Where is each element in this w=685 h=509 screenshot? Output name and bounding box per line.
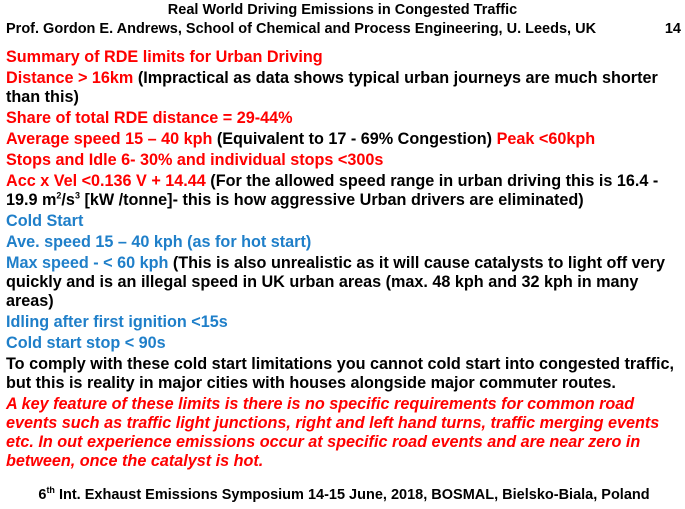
acc-line xyxy=(6,172,682,210)
slide-number: 14 xyxy=(664,21,681,37)
author-line: Prof. Gordon E. Andrews, School of Chemical and Process Engineering, U. Leeds, UK xyxy=(6,21,597,37)
acc-sup-2: 3 xyxy=(74,190,80,201)
distance-label: Distance > 16km xyxy=(6,69,134,87)
acc-note-3: [kW /tonne]- this is how aggressive Urban drivers are eliminated) xyxy=(79,191,584,209)
idling-line: Idling after first ignition <15s xyxy=(6,313,228,331)
cold-start-heading: Cold Start xyxy=(6,212,84,230)
acc-sup-1: 2 xyxy=(56,190,62,201)
max-speed-line xyxy=(6,254,682,311)
avg-speed-note: (Equivalent to 17 - 69% Congestion) xyxy=(212,130,497,148)
summary-heading: Summary of RDE limits for Urban Driving xyxy=(6,48,323,66)
avg-speed-label: Average speed 15 – 40 kph xyxy=(6,130,213,148)
slide-body xyxy=(6,48,682,473)
footer-ordinal-sup: th xyxy=(46,485,55,496)
acc-label: Acc x Vel <0.136 V + 14.44 xyxy=(6,172,206,190)
ave-speed-cold-line: Ave. speed 15 – 40 kph (as for hot start) xyxy=(6,233,312,251)
acc-note-2: /s xyxy=(61,191,75,209)
max-speed-note: (This is also unrealistic as it will cause catalysts to light off very quickly and is an illegal speed in UK urban areas (max. 48 kph and 32 kph in many areas) xyxy=(6,254,665,310)
slide-subtitle xyxy=(6,21,681,37)
stops-line: Stops and Idle 6- 30% and individual stops <300s xyxy=(6,151,384,169)
max-speed-label: Max speed - < 60 kph xyxy=(6,254,169,272)
share-line: Share of total RDE distance = 29-44% xyxy=(6,109,293,127)
cold-stop-line: Cold start stop < 90s xyxy=(6,334,166,352)
comply-paragraph: To comply with these cold start limitations you cannot cold start into congested traffic, but this is reality in major cities with houses alongside major commuter routes. xyxy=(6,355,674,392)
peak-speed: Peak <60kph xyxy=(496,130,596,148)
acc-note-1: (For the allowed speed range in urban driving this is 16.4 - 19.9 m xyxy=(6,172,659,209)
key-feature-paragraph: A key feature of these limits is there is no specific requirements for common road events such as traffic light junctions, right and left hand turns, traffic merging events etc. In out experience emissions occur at specific road events and are near zero in between, once the catalyst is hot. xyxy=(6,395,660,470)
avg-speed-line xyxy=(6,130,682,149)
slide-title: Real World Driving Emissions in Congested Traffic xyxy=(167,2,518,18)
slide-footer xyxy=(6,487,682,503)
distance-line xyxy=(6,69,682,107)
distance-note: (Impractical as data shows typical urban journeys are much shorter than this) xyxy=(6,69,658,106)
footer-ordinal: 6 xyxy=(38,487,47,503)
footer-text: Int. Exhaust Emissions Symposium 14-15 June, 2018, BOSMAL, Bielsko-Biala, Poland xyxy=(54,487,650,503)
